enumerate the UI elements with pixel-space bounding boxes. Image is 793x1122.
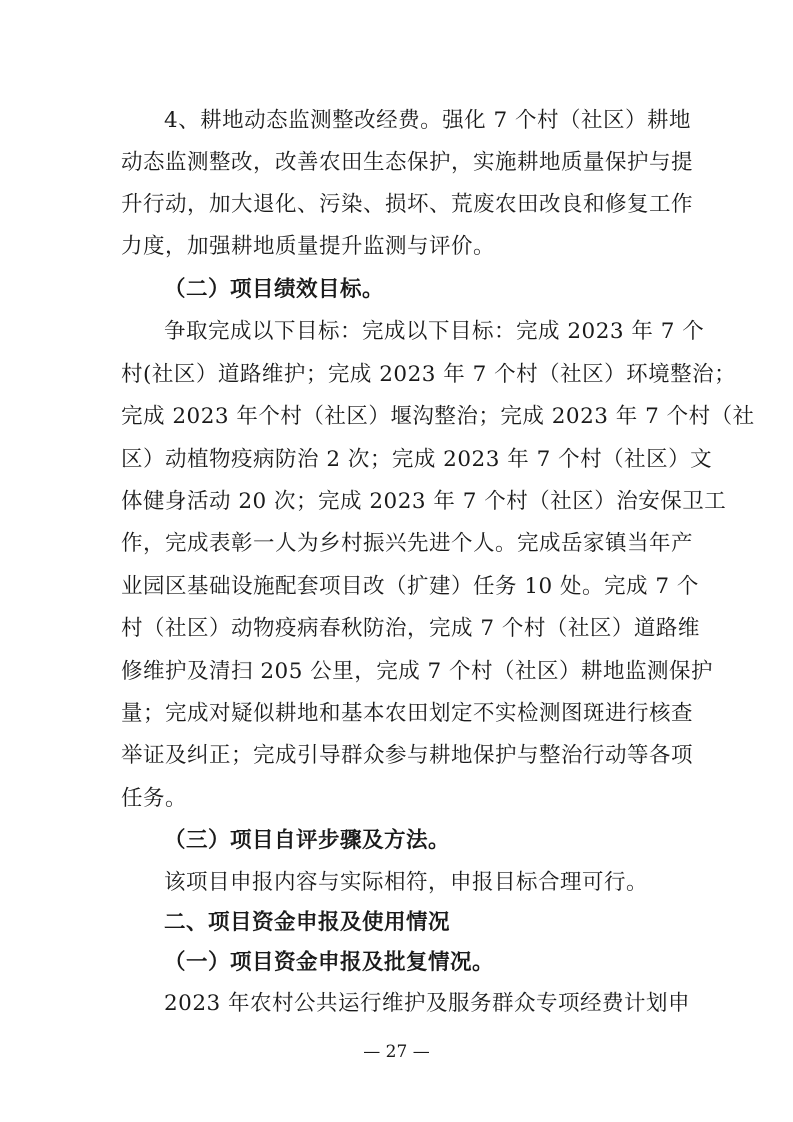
paragraph-line: 作，完成表彰一人为乡村振兴先进个人。完成岳家镇当年产: [121, 531, 694, 556]
paragraph-line: 争取完成以下目标：完成以下目标：完成 2023 年 7 个: [164, 319, 705, 344]
section-heading-performance-goals: （二）项目绩效目标。: [164, 277, 385, 302]
paragraph-line: 该项目申报内容与实际相符，申报目标合理可行。: [164, 870, 649, 895]
paragraph-line: 升行动，加大退化、污染、损坏、荒废农田改良和修复工作: [121, 192, 694, 217]
paragraph-line: 村（社区）动物疫病春秋防治，完成 7 个村（社区）道路维: [121, 616, 700, 641]
paragraph-line: 区）动植物疫病防治 2 次；完成 2023 年 7 个村（社区）文: [121, 447, 713, 472]
paragraph-line: 体健身活动 20 次；完成 2023 年 7 个村（社区）治安保卫工: [121, 489, 727, 514]
page-number: — 27 —: [363, 1042, 430, 1062]
section-heading-funding-application: （一）项目资金申报及批复情况。: [164, 950, 495, 975]
section-heading-funding-usage: 二、项目资金申报及使用情况: [164, 910, 451, 935]
paragraph-line: 举证及纠正；完成引导群众参与耕地保护与整治行动等各项: [121, 743, 694, 768]
paragraph-line: 村(社区）道路维护；完成 2023 年 7 个村（社区）环境整治；: [121, 362, 737, 387]
paragraph-line: 力度，加强耕地质量提升监测与评价。: [121, 234, 496, 259]
paragraph-line: 修维护及清扫 205 公里，完成 7 个村（社区）耕地监测保护: [121, 659, 714, 684]
paragraph-line: 量；完成对疑似耕地和基本农田划定不实检测图斑进行核查: [121, 701, 694, 726]
paragraph-line: 业园区基础设施配套项目改（扩建）任务 10 处。完成 7 个: [121, 574, 699, 599]
paragraph-line: 4、耕地动态监测整改经费。强化 7 个村（社区）耕地: [164, 108, 692, 133]
paragraph-line: 完成 2023 年个村（社区）堰沟整治；完成 2023 年 7 个村（社: [121, 404, 755, 429]
section-heading-self-evaluation: （三）项目自评步骤及方法。: [164, 828, 451, 853]
paragraph-line: 任务。: [121, 786, 188, 811]
paragraph-line: 动态监测整改，改善农田生态保护，实施耕地质量保护与提: [121, 150, 694, 175]
paragraph-line: 2023 年农村公共运行维护及服务群众专项经费计划申: [164, 991, 691, 1016]
